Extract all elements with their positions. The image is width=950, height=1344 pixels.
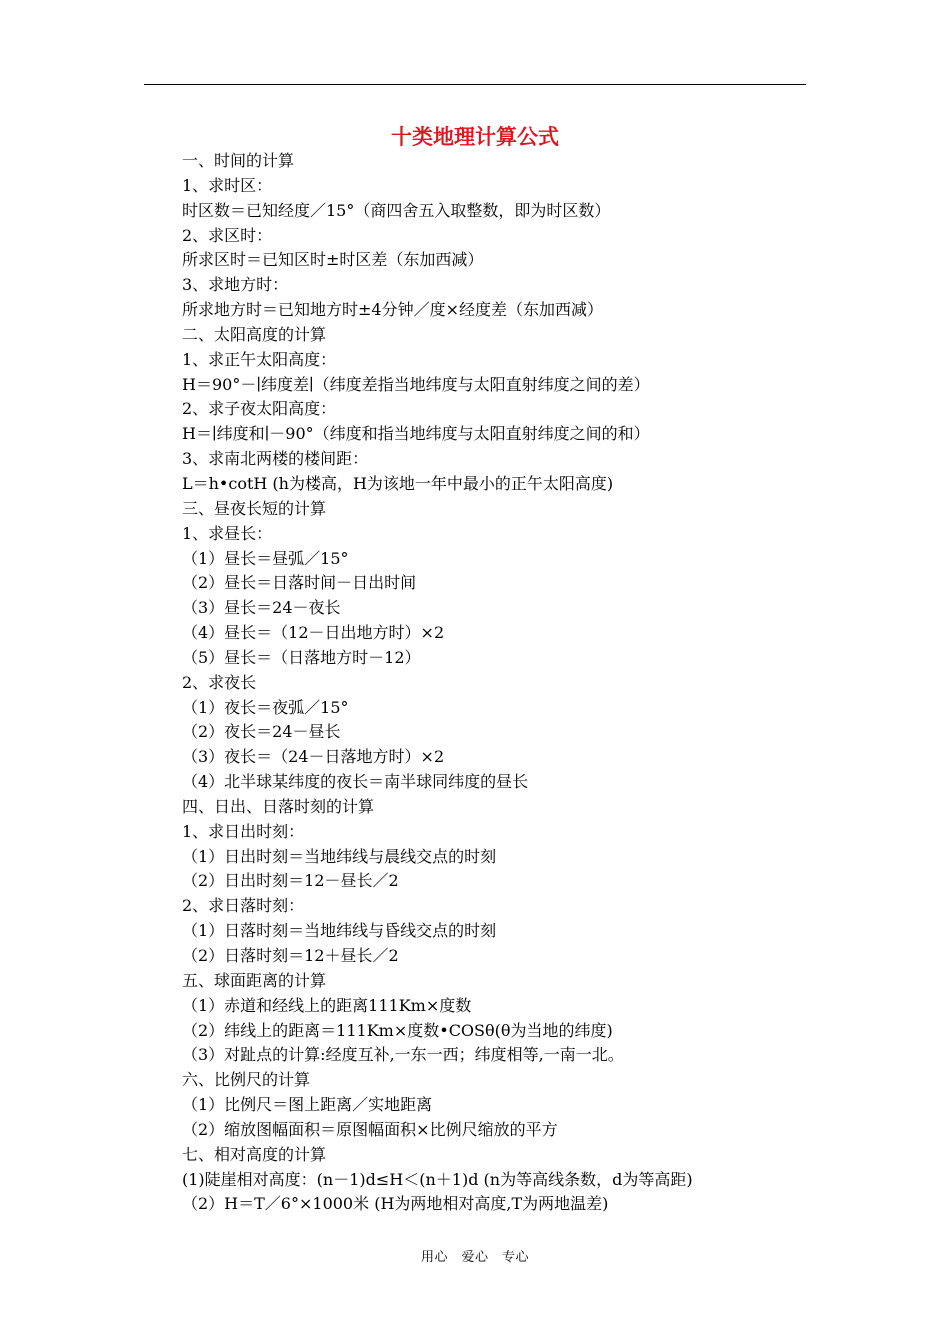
text-line: 2、求子夜太阳高度： bbox=[182, 399, 337, 419]
text-line: 七、相对高度的计算 bbox=[182, 1144, 327, 1164]
text-line: 三、昼夜长短的计算 bbox=[182, 498, 327, 518]
text-line: 四、日出、日落时刻的计算 bbox=[182, 796, 375, 816]
header-rule bbox=[144, 84, 806, 85]
text-line: （2）日落时刻＝12＋昼长／2 bbox=[182, 946, 399, 965]
text-line: （2）日出时刻＝12－昼长／2 bbox=[182, 871, 399, 891]
text-line: 3、求地方时： bbox=[182, 275, 289, 295]
text-line: (1)陡崖相对高度：(n－1)d≤H＜(n＋1)d (n为等高线条数，d为等高距) bbox=[182, 1169, 693, 1189]
text-line: 所求地方时＝已知地方时±4分钟／度×经度差（东加西减） bbox=[182, 300, 603, 320]
text-line: （4）北半球某纬度的夜长＝南半球同纬度的昼长 bbox=[182, 772, 529, 792]
text-line: 1、求日出时刻： bbox=[182, 821, 305, 841]
text-line: 3、求南北两楼的楼间距： bbox=[182, 449, 369, 469]
document-body bbox=[182, 149, 822, 1217]
text-line: L＝h•cotH (h为楼高，H为该地一年中最小的正午太阳高度) bbox=[182, 473, 614, 493]
text-line: （1）赤道和经线上的距离111Km×度数 bbox=[182, 995, 472, 1015]
text-line: （3）昼长＝24－夜长 bbox=[182, 598, 341, 618]
text-line: （4）昼长＝（12－日出地方时）×2 bbox=[182, 623, 445, 643]
text-line: （2）纬线上的距离＝111Km×度数•COSθ(θ为当地的纬度) bbox=[182, 1020, 613, 1040]
text-line: （5）昼长＝（日落地方时－12） bbox=[182, 647, 421, 667]
text-line: （1）昼长＝昼弧／15° bbox=[182, 548, 349, 568]
page-footer: 用心 爱心 专心 bbox=[420, 1250, 529, 1265]
text-line: （3）对趾点的计算:经度互补,一东一西；纬度相等,一南一北。 bbox=[182, 1045, 624, 1065]
text-line: （1）比例尺＝图上距离／实地距离 bbox=[182, 1095, 433, 1115]
text-line: 2、求日落时刻： bbox=[182, 896, 305, 916]
document-title: 十类地理计算公式 bbox=[391, 125, 559, 149]
text-line: （2）H＝T／6°×1000米 (H为两地相对高度,T为两地温差) bbox=[182, 1194, 609, 1214]
text-line: H＝90°－∣纬度差∣（纬度差指当地纬度与太阳直射纬度之间的差） bbox=[182, 374, 650, 394]
text-line: 2、求区时： bbox=[182, 225, 273, 245]
text-line: （1）夜长＝夜弧／15° bbox=[182, 697, 349, 717]
text-line: （1）日出时刻＝当地纬线与晨线交点的时刻 bbox=[182, 846, 497, 866]
text-line: （2）缩放图幅面积＝原图幅面积×比例尺缩放的平方 bbox=[182, 1119, 558, 1139]
text-line: （2）夜长＝24－昼长 bbox=[182, 722, 341, 742]
text-line: 时区数＝已知经度／15°（商四舍五入取整数，即为时区数） bbox=[182, 200, 611, 220]
text-line: 1、求昼长： bbox=[182, 523, 273, 543]
text-line: 2、求夜长 bbox=[182, 672, 257, 692]
text-line: 一、时间的计算 bbox=[182, 151, 295, 170]
text-line: H＝∣纬度和∣－90°（纬度和指当地纬度与太阳直射纬度之间的和） bbox=[182, 424, 650, 444]
text-line: 1、求时区： bbox=[182, 175, 273, 195]
text-line: （1）日落时刻＝当地纬线与昏线交点的时刻 bbox=[182, 921, 497, 941]
text-line: 1、求正午太阳高度： bbox=[182, 349, 337, 369]
text-line: 六、比例尺的计算 bbox=[182, 1070, 311, 1090]
text-line: 二、太阳高度的计算 bbox=[182, 324, 327, 344]
text-line: （2）昼长＝日落时间－日出时间 bbox=[182, 573, 417, 593]
text-line: 五、球面距离的计算 bbox=[182, 970, 327, 990]
text-line: 所求区时＝已知区时±时区差（东加西减） bbox=[182, 250, 484, 270]
text-line: （3）夜长＝（24－日落地方时）×2 bbox=[182, 747, 445, 767]
